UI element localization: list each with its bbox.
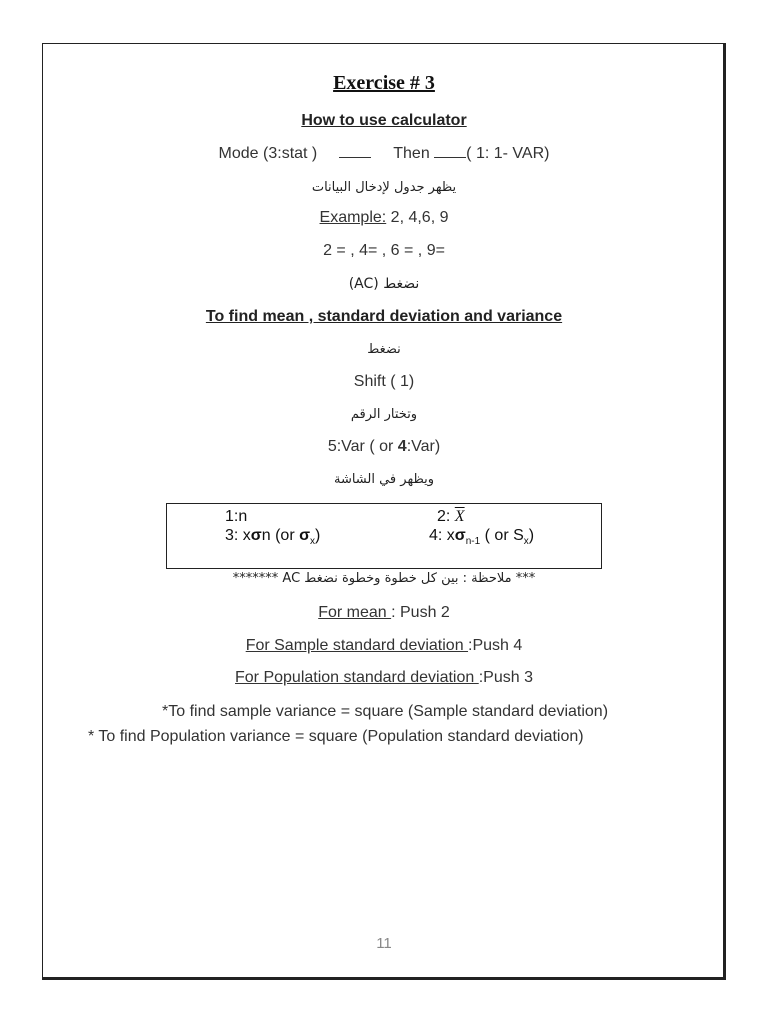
mode-prefix: Mode (3:stat )	[218, 145, 318, 162]
sample-variance-line: *To find sample variance = square (Sample standard deviation)	[162, 703, 609, 720]
push-population	[0, 668, 768, 688]
press-arabic: نضغط	[367, 342, 401, 357]
sigma-symbol: σ	[250, 527, 262, 544]
push-sample-action: :Push 4	[468, 637, 523, 654]
push-mean	[0, 603, 768, 623]
arabic-ac-note: *** ملاحظة : بين كل خطوة وخطوة نضغط AC *******	[232, 571, 536, 586]
option-xsn-1	[429, 527, 534, 551]
mode-suffix: ( 1: 1- VAR)	[466, 145, 550, 162]
option-xbar	[437, 508, 465, 526]
var-option-text: 5:Var ( or	[327, 438, 398, 455]
then-blank	[434, 145, 466, 158]
mode-then: Then	[393, 145, 430, 162]
option-xbar-prefix: 2:	[437, 508, 455, 525]
option-xsn1-prefix: 4: x	[429, 527, 455, 544]
option-xsn1-mid: ( or S	[480, 527, 524, 544]
option-xsn-mid: n (or	[261, 527, 300, 544]
option-xsn-end: )	[315, 527, 321, 544]
choose-number-arabic: وتختار الرقم	[350, 407, 418, 422]
var-option-end: :Var)	[406, 438, 441, 455]
option-n: 1:n	[225, 508, 248, 525]
find-heading: To find mean , standard deviation and variance	[205, 308, 563, 325]
push-population-action: :Push 3	[478, 669, 533, 686]
option-xsn1-sub2: x	[523, 536, 529, 548]
example-label: Example:	[319, 209, 387, 226]
variable-options-box	[166, 503, 602, 569]
push-sample-label: For Sample standard deviation	[245, 637, 469, 654]
example-line	[0, 208, 768, 228]
exercise-title: Exercise # 3	[333, 72, 435, 94]
sigma-symbol-2: σ	[299, 527, 311, 544]
mode-blank	[339, 145, 371, 158]
push-mean-action: : Push 2	[391, 604, 450, 621]
shift-instruction: Shift ( 1)	[353, 373, 415, 390]
option-xsn1-end: )	[528, 527, 535, 544]
option-xsn-sub: x	[310, 536, 316, 548]
var-option	[0, 437, 768, 457]
entry-sequence: 2 = , 4= , 6 = , 9=	[323, 242, 445, 259]
option-xsn-prefix: 3: x	[225, 527, 251, 544]
how-to-heading: How to use calculator	[301, 112, 467, 129]
option-xsn1-sub: n-1	[465, 536, 481, 548]
push-population-label: For Population standard deviation	[235, 669, 479, 686]
push-mean-label: For mean	[318, 604, 392, 621]
page-number: 11	[376, 935, 392, 952]
sigma-symbol-3: σ	[454, 527, 466, 544]
option-xsn	[225, 527, 320, 551]
how-to-heading-line	[0, 111, 768, 131]
find-heading-line	[0, 307, 768, 327]
population-variance-line: * To find Population variance = square (Population standard deviation)	[88, 728, 584, 745]
push-sample	[0, 636, 768, 656]
exercise-title-line	[0, 73, 768, 95]
arabic-table-note: يظهر جدول لإدخال البيانات	[311, 180, 457, 195]
var-option-bold: 4	[397, 438, 407, 455]
example-values: 2, 4,6, 9	[386, 209, 449, 226]
press-ac: نضغط (AC)	[348, 276, 420, 292]
x-bar-symbol: $\overline{X}$	[454, 508, 465, 525]
appears-screen-arabic: ويظهر في الشاشة	[333, 472, 435, 487]
mode-instruction	[0, 144, 768, 164]
